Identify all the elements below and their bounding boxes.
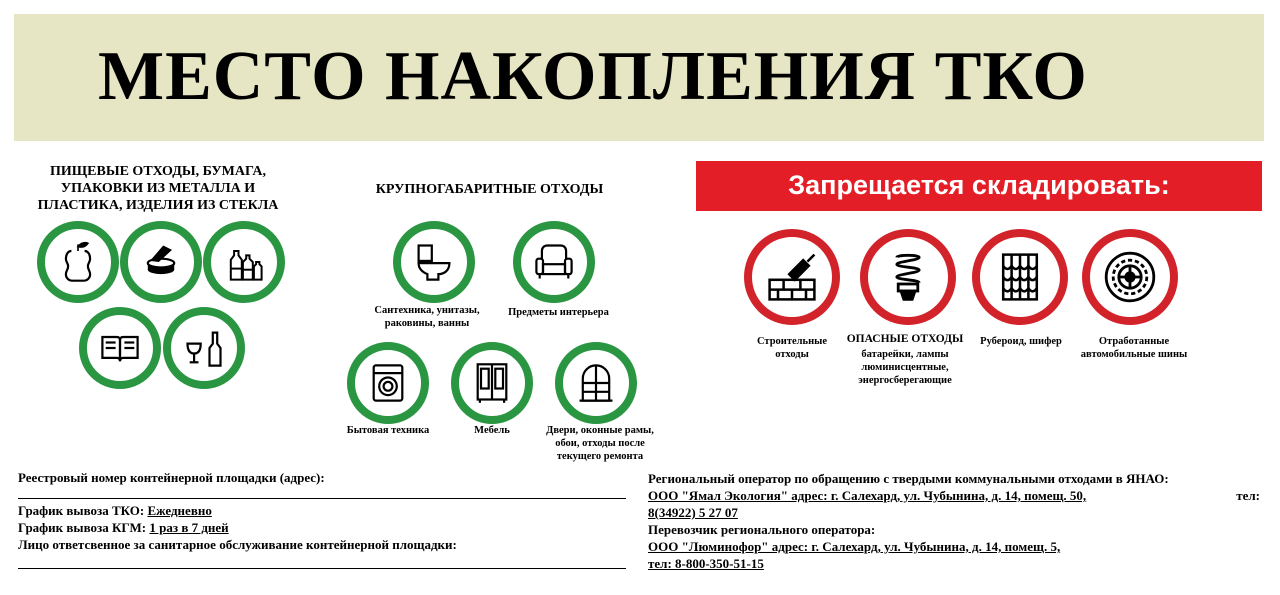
carrier-phone: тел: 8-800-350-51-15 (648, 556, 764, 571)
kgm-schedule (18, 519, 229, 536)
forbidden-label-construction: Строительные отходы (756, 336, 828, 360)
forbidden-title: Запрещается складировать: (788, 170, 1170, 200)
plastic-bottles-icon (203, 221, 285, 303)
tko-schedule-value: Ежедневно (147, 503, 212, 518)
forbidden-banner (696, 161, 1262, 211)
kgm-schedule-value: 1 раз в 7 дней (149, 520, 229, 535)
roof-tiles-icon (972, 229, 1068, 325)
operator-address-text: ООО "Ямал Экология" адрес: г. Салехард, ул. Чубынина, д. 14, помещ. 50, (648, 488, 1087, 503)
forbidden-label-roofing: Рубероид, шифер (980, 336, 1062, 347)
header-banner (14, 14, 1264, 141)
operator-tel-label: тел: (1236, 488, 1260, 503)
toilet-icon (393, 221, 475, 303)
forbidden-label-hazardous-main: ОПАСНЫЕ ОТХОДЫ (846, 333, 964, 345)
tin-can-icon (120, 221, 202, 303)
responsible-line (18, 568, 626, 569)
energy-saving-bulb-icon (860, 229, 956, 325)
recyclables-title: ПИЩЕВЫЕ ОТХОДЫ, БУМАГА, УПАКОВКИ ИЗ МЕТАЛЛА И ПЛАСТИКА, ИЗДЕЛИЯ ИЗ СТЕКЛА (37, 164, 279, 213)
apple-core-icon (37, 221, 119, 303)
forbidden-label-hazardous: батарейки, лампы люминисцентные, энергосберегающие (858, 349, 952, 386)
page-title: МЕСТО НАКОПЛЕНИЯ ТКО (98, 38, 1088, 115)
registry-line (18, 498, 626, 499)
washing-machine-icon (347, 342, 429, 424)
operator-address (648, 487, 1260, 504)
glass-bottle-icon (163, 307, 245, 389)
tko-schedule (18, 502, 212, 519)
carrier-address: ООО "Люминофор" адрес: г. Салехард, ул. Чубынина, д. 14, помещ. 5, (648, 539, 1061, 554)
bricks-trowel-icon (744, 229, 840, 325)
responsible-person-label: Лицо ответсвенное за санитарное обслуживание контейнерной площадки: (18, 537, 457, 552)
bulky-label-appliances: Бытовая техника (346, 425, 430, 436)
bulky-title: КРУПНОГАБАРИТНЫЕ ОТХОДЫ (375, 182, 604, 197)
operator-title: Региональный оператор по обращению с твердыми коммунальными отходами в ЯНАО: (648, 471, 1169, 486)
bulky-label-plumbing: Сантехника, унитазы, раковины, ванны (374, 305, 480, 329)
wardrobe-icon (451, 342, 533, 424)
bulky-label-repair: Двери, оконные рамы, обои, отходы после текущего ремонта (546, 425, 654, 462)
book-icon (79, 307, 161, 389)
bulky-label-interior: Предметы интерьера (508, 307, 609, 318)
tire-icon (1082, 229, 1178, 325)
operator-phone: 8(34922) 5 27 07 (648, 505, 738, 520)
forbidden-label-tires: Отработанные автомобильные шины (1080, 336, 1188, 360)
bulky-label-furniture: Мебель (474, 425, 510, 436)
window-icon (555, 342, 637, 424)
armchair-icon (513, 221, 595, 303)
registry-number-label: Реестровый номер контейнерной площадки (адрес): (18, 470, 325, 485)
carrier-title: Перевозчик регионального оператора: (648, 522, 876, 537)
tko-schedule-label: График вывоза ТКО: (18, 503, 145, 518)
kgm-schedule-label: График вывоза КГМ: (18, 520, 147, 535)
